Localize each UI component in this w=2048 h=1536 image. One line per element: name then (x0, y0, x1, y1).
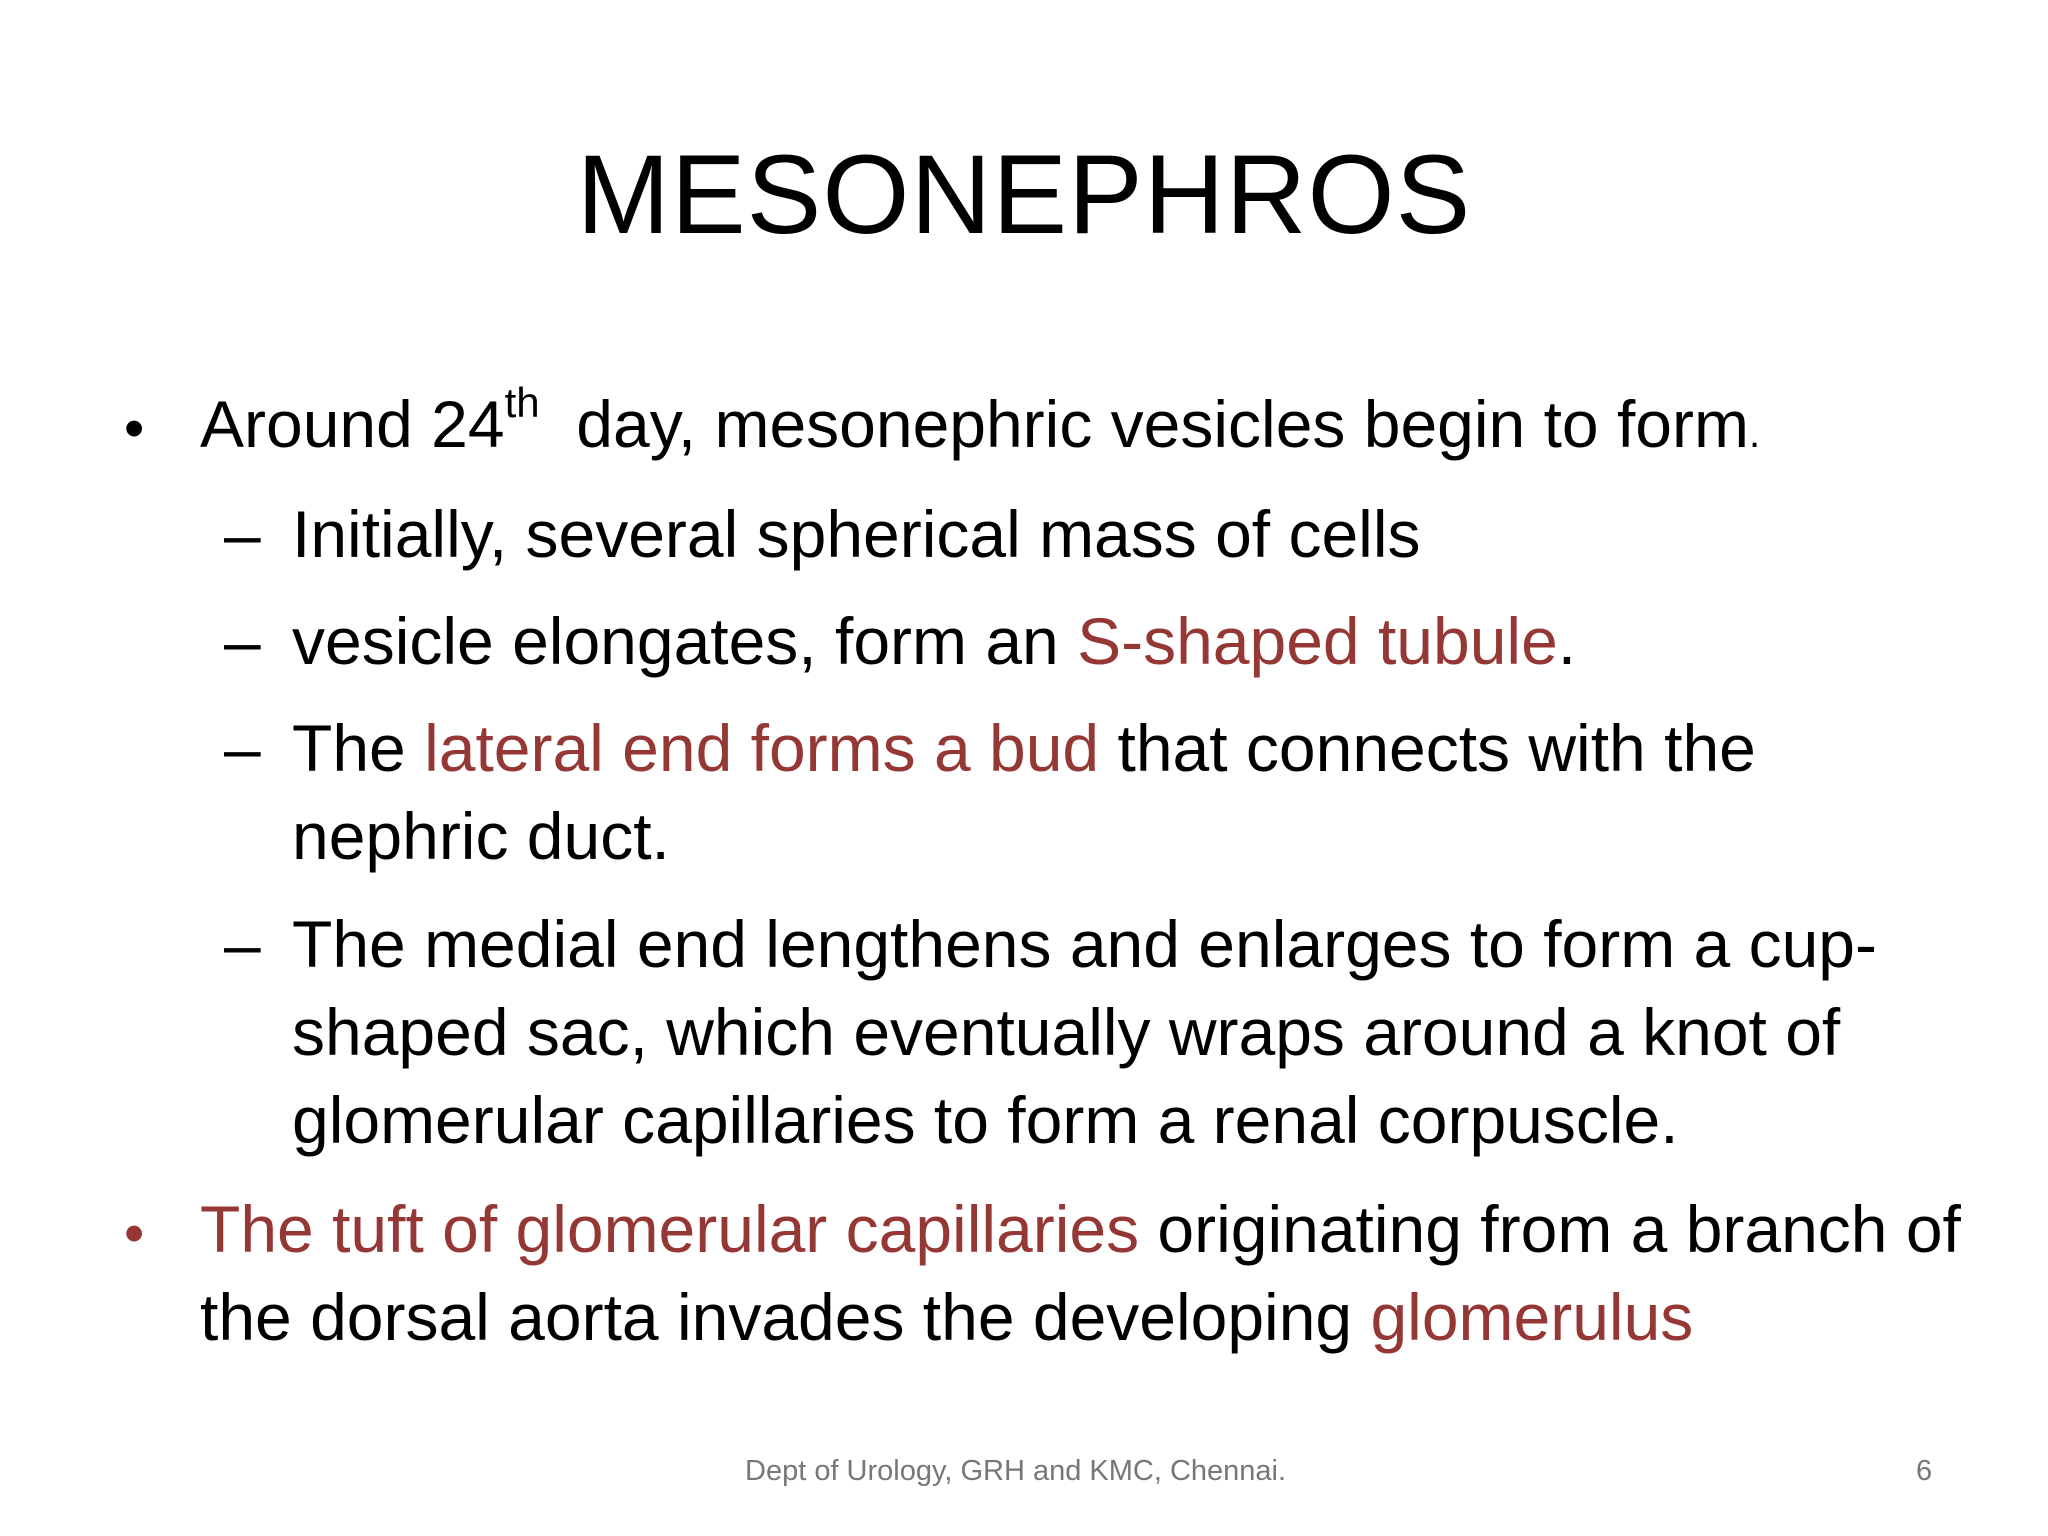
sub-item-4-line-1: The medial end lengthens and enlarges to form a cup- (292, 907, 1877, 981)
sub-item-2 (292, 597, 1576, 685)
dash-marker: – (224, 604, 261, 678)
sub-item-1: Initially, several spherical mass of cells (292, 497, 1421, 571)
sub-item-3-highlight: lateral end forms a bud (424, 711, 1100, 785)
bullet-2-highlight: The tuft of glomerular capillaries (200, 1192, 1140, 1266)
bullet-marker: • (124, 396, 145, 461)
bullet-1-text (200, 380, 1760, 478)
sub-item-2-a: vesicle elongates, form an (292, 604, 1078, 678)
bullet-2-highlight-end: glomerulus (1370, 1280, 1694, 1354)
sub-item-4-line-2: shaped sac, which eventually wraps around a knot of (292, 995, 1841, 1069)
sub-item-3-a: The (292, 711, 425, 785)
sub-item-3-line-2: nephric duct. (292, 799, 670, 873)
dash-marker: – (224, 497, 261, 571)
sub-item-2-c: . (1557, 604, 1577, 678)
sub-item-4-line-3: glomerular capillaries to form a renal corpuscle. (292, 1083, 1679, 1157)
bullet-2-line-2 (200, 1273, 1693, 1361)
bullet-1-end: . (1748, 412, 1761, 456)
footer-text: Dept of Urology, GRH and KMC, Chennai. (745, 1455, 1287, 1487)
dash-marker: – (224, 907, 261, 981)
bullet-2-c: the dorsal aorta invades the developing (200, 1280, 1371, 1354)
dash-marker: – (224, 711, 261, 785)
bullet-1-rest: day, mesonephric vesicles begin to form (539, 387, 1749, 461)
bullet-1-sup: th (504, 379, 540, 426)
sub-item-3-line-1 (292, 704, 1756, 792)
slide-title: MESONEPHROS (576, 132, 1472, 257)
sub-item-2-highlight: S-shaped tubule (1077, 604, 1558, 678)
bullet-2-line-1 (200, 1185, 1961, 1273)
sub-item-3-c: that connects with the (1099, 711, 1756, 785)
bullet-marker-accent: • (124, 1201, 145, 1266)
page-number: 6 (1916, 1455, 1933, 1487)
bullet-2-b: originating from a branch of (1139, 1192, 1961, 1266)
bullet-1-lead: Around 24 (200, 387, 505, 461)
